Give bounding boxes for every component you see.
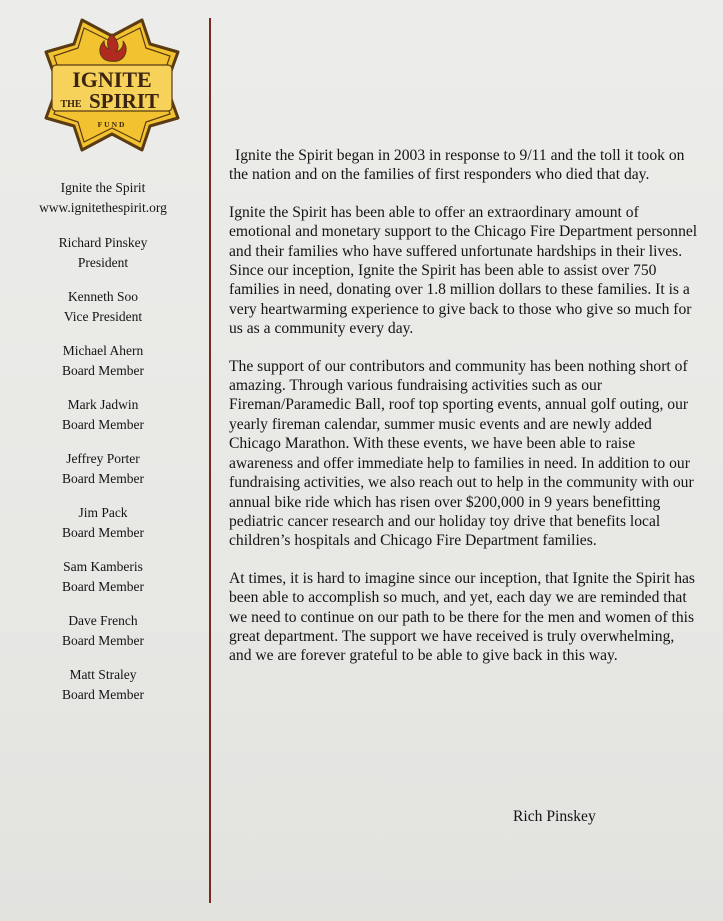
board-member [0,611,206,651]
vertical-divider [209,18,211,903]
member-title: President [77,255,129,270]
member-name: Kenneth Soo [67,289,139,304]
logo-line-spirit: SPIRIT [88,89,160,113]
ignite-the-spirit-logo [38,14,186,156]
member-name: Matt Straley [69,667,137,682]
letter-paragraph: Ignite the Spirit has been able to offer an extraordinary amount of emotional and monetary support to the Chicago Fire Department personnel and their families who have suffered unfortunate hardships in their lives. Since our inception, Ignite the Spirit has been able to assist over 750 families in need, donating over 1.8 million dollars to these families. It is a very heartwarming experience to give back to those who give so much for us as a community every day. [229,203,698,338]
member-name: Richard Pinskey [58,235,148,250]
board-member [0,341,206,381]
board-member [0,503,206,543]
member-name: Michael Ahern [62,343,144,358]
org-website: www.ignitethespirit.org [39,200,167,215]
member-list [0,233,206,705]
member-name: Dave French [68,613,138,628]
signature-name: Rich Pinskey [513,808,596,825]
member-title: Board Member [61,579,145,594]
logo-line-fund: FUND [97,120,127,129]
board-member [0,557,206,597]
board-member [0,287,206,327]
member-title: Board Member [61,525,145,540]
letter-body [229,146,699,684]
logo-line-the: THE [60,99,82,110]
letter-paragraph: At times, it is hard to imagine since our inception, that Ignite the Spirit has been able to accomplish so much, and yet, each day we are reminded that we need to continue on our path to be there for the men and women of this great department. The support we have received is truly overwhelming, and we are forever grateful to be able to give back in this way. [229,569,695,665]
member-name: Mark Jadwin [67,397,139,412]
letter-paragraph: The support of our contributors and community has been nothing short of amazing. Through various fundraising activities such as our Fireman/Paramedic Ball, roof top sporting events, annual golf outing, our yearly fireman calendar, summer music events and are newly added Chicago Marathon. With these events, we have been able to raise awareness and offer immediate help to families in need. In addition to our fundraising activities, we also reach out to help in the community with our annual bike ride which has risen over $200,000 in 9 years benefitting pediatric cancer research and our holiday toy drive that benefits local children’s hospitals and Chicago Fire Department families. [229,357,694,550]
member-title: Board Member [61,417,145,432]
member-name: Sam Kamberis [63,559,143,574]
board-member [0,449,206,489]
member-name: Jim Pack [78,505,128,520]
sidebar [0,178,206,719]
member-title: Vice President [63,309,143,324]
member-title: Board Member [61,687,145,702]
logo-line-ignite: IGNITE [72,67,152,92]
member-title: Board Member [61,363,145,378]
board-member [0,665,206,705]
member-name: Jeffrey Porter [66,451,140,466]
board-member [0,395,206,435]
member-title: Board Member [61,633,145,648]
member-title: Board Member [61,471,145,486]
org-name: Ignite the Spirit [60,180,146,195]
letter-paragraph: Ignite the Spirit began in 2003 in response to 9/11 and the toll it took on the nation and on the families of first responders who died that day. [229,147,685,184]
board-member [0,233,206,273]
sidebar-org-info [0,178,206,218]
